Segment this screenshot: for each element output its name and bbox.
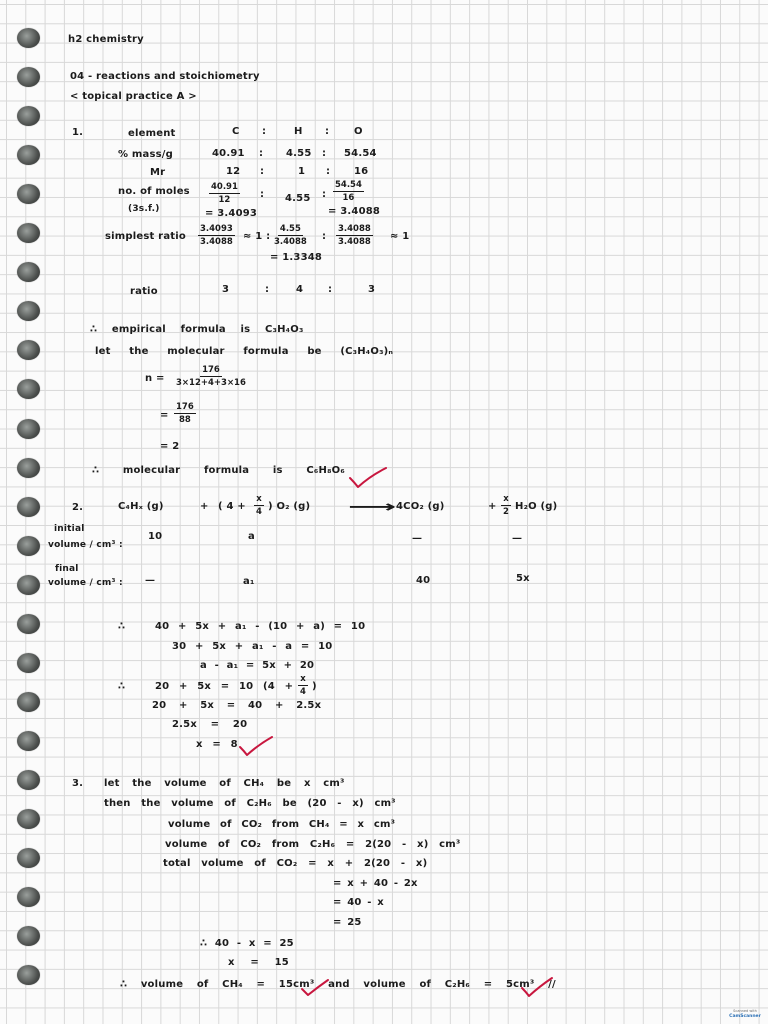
binding-hole bbox=[17, 67, 40, 87]
numerator: 40.91 bbox=[211, 182, 238, 192]
check-mark-icon bbox=[348, 466, 388, 490]
q3-line: let the volume of CH₄ be x cm³ bbox=[104, 778, 345, 789]
mr-h: 1 bbox=[298, 166, 306, 177]
denominator: 4 bbox=[256, 507, 262, 517]
binding-hole bbox=[17, 653, 40, 673]
binding-hole bbox=[17, 28, 40, 48]
binding-hole bbox=[17, 926, 40, 946]
equation-oxygen-open: ( 4 + bbox=[218, 501, 246, 512]
binding-hole bbox=[17, 848, 40, 868]
q3-line: = 25 bbox=[333, 917, 362, 928]
equation-co2: 4CO₂ (g) bbox=[396, 501, 445, 512]
separator: : bbox=[325, 126, 330, 137]
fraction-simplest-h bbox=[272, 224, 309, 247]
empirical-formula-line: ∴ empirical formula is C₃H₄O₃ bbox=[90, 324, 304, 335]
q3-line: = x + 40 - 2x bbox=[333, 878, 418, 889]
watermark-line-1: Scanned with bbox=[733, 1009, 757, 1013]
separator: : bbox=[265, 284, 270, 295]
binding-hole bbox=[17, 340, 40, 360]
initial-volume-label-unit: volume / cm³ : bbox=[48, 540, 123, 550]
subject-title: h2 chemistry bbox=[68, 34, 144, 45]
denominator: 3.4088 bbox=[338, 237, 371, 247]
binding-hole bbox=[17, 419, 40, 439]
reaction-arrow-icon: ⟶ bbox=[348, 497, 397, 516]
fraction-simplest-o bbox=[336, 224, 373, 247]
working-step-2: 30 + 5x + a₁ - a = 10 bbox=[172, 641, 333, 652]
mr-o: 16 bbox=[354, 166, 369, 177]
initial-volume-hydrocarbon: 10 bbox=[148, 531, 163, 542]
mass-c: 40.91 bbox=[212, 148, 245, 159]
final-volume-h2o: 5x bbox=[516, 573, 530, 584]
equation-plus: + bbox=[488, 501, 497, 512]
q3-final-answer: ∴ volume of CH₄ = 15cm³ and volume of C₂H₆ = 5cm³ // bbox=[120, 979, 556, 990]
denominator: 2 bbox=[503, 507, 509, 517]
denominator: 4 bbox=[300, 687, 306, 697]
binding-hole bbox=[17, 965, 40, 985]
row-label-element: element bbox=[128, 128, 176, 139]
mass-h: 4.55 bbox=[286, 148, 312, 159]
binding-hole bbox=[17, 301, 40, 321]
row-label-moles-note: (3s.f.) bbox=[128, 204, 160, 214]
numerator: 3.4088 bbox=[338, 224, 371, 234]
row-label-simplest: simplest ratio bbox=[105, 231, 186, 242]
numerator: 54.54 bbox=[335, 180, 362, 190]
fraction-water-coefficient bbox=[501, 494, 511, 517]
binding-hole bbox=[17, 106, 40, 126]
ratio-o: 3 bbox=[368, 284, 376, 295]
watermark-line-2: CamScanner bbox=[729, 1014, 761, 1019]
ratio-h: 4 bbox=[296, 284, 304, 295]
numerator: x bbox=[300, 674, 306, 684]
molecular-formula-conclusion: ∴ molecular formula is C₆H₈O₆ bbox=[92, 465, 345, 476]
separator: : bbox=[328, 284, 333, 295]
question-number-3: 3. bbox=[72, 778, 84, 789]
working-step-3: a - a₁ = 5x + 20 bbox=[200, 660, 315, 671]
separator: : bbox=[260, 166, 265, 177]
mr-c: 12 bbox=[226, 166, 241, 177]
binding-hole bbox=[17, 145, 40, 165]
simplest-c-approx: ≈ 1 : bbox=[243, 231, 271, 242]
check-mark-icon bbox=[238, 735, 274, 757]
separator: : bbox=[262, 126, 267, 137]
molecular-formula-let-line: let the molecular formula be (C₃H₄O₃)ₙ bbox=[95, 346, 394, 357]
n-equation-lhs: n = bbox=[145, 373, 165, 384]
initial-volume-label: initial bbox=[54, 524, 85, 534]
fraction-n-simplified bbox=[174, 402, 196, 425]
separator: : bbox=[322, 148, 327, 159]
fraction-oxygen-coefficient bbox=[254, 494, 264, 517]
chapter-title: 04 - reactions and stoichiometry bbox=[70, 71, 260, 82]
numerator: 3.4093 bbox=[200, 224, 233, 234]
denominator: 3.4088 bbox=[200, 237, 233, 247]
moles-o-result: = 3.4088 bbox=[328, 206, 381, 217]
q3-line: volume of CO₂ from CH₄ = x cm³ bbox=[168, 819, 396, 830]
binding-hole bbox=[17, 575, 40, 595]
element-o: O bbox=[354, 126, 363, 137]
binding-hole bbox=[17, 770, 40, 790]
working-step-6: 2.5x = 20 bbox=[172, 719, 248, 730]
fraction-simplest-c bbox=[198, 224, 235, 247]
check-mark-icon bbox=[520, 976, 554, 998]
fraction-n bbox=[174, 365, 248, 388]
binding-hole bbox=[17, 223, 40, 243]
working-step-1: 40 + 5x + a₁ - (10 + a) = 10 bbox=[155, 621, 366, 632]
q3-line: then the volume of C₂H₆ be (20 - x) cm³ bbox=[104, 798, 396, 809]
numerator: 176 bbox=[176, 402, 194, 412]
row-label-moles: no. of moles bbox=[118, 186, 190, 197]
working-step-4-close: ) bbox=[312, 681, 317, 692]
initial-volume-oxygen: a bbox=[248, 531, 255, 542]
element-c: C bbox=[232, 126, 240, 137]
row-label-ratio: ratio bbox=[130, 286, 158, 297]
fraction-moles-c bbox=[209, 182, 240, 205]
binding-hole bbox=[17, 809, 40, 829]
mass-o: 54.54 bbox=[344, 148, 377, 159]
numerator: 176 bbox=[202, 365, 220, 375]
working-step-4: 20 + 5x = 10 (4 + bbox=[155, 681, 294, 692]
initial-volume-h2o: — bbox=[512, 533, 523, 544]
q3-line: volume of CO₂ from C₂H₆ = 2(20 - x) cm³ bbox=[165, 839, 461, 850]
therefore-symbol: ∴ bbox=[118, 621, 126, 632]
working-step-5: 20 + 5x = 40 + 2.5x bbox=[152, 700, 322, 711]
section-title: < topical practice A > bbox=[70, 91, 197, 102]
denominator: 3.4088 bbox=[274, 237, 307, 247]
final-volume-label: final bbox=[55, 564, 79, 574]
final-volume-label-unit: volume / cm³ : bbox=[48, 578, 123, 588]
binding-hole bbox=[17, 458, 40, 478]
equation-plus: + bbox=[200, 501, 209, 512]
row-label-mr: Mr bbox=[150, 167, 166, 178]
equation-hydrocarbon: C₄Hₓ (g) bbox=[118, 501, 164, 512]
question-number-2: 2. bbox=[72, 502, 84, 513]
binding-hole bbox=[17, 184, 40, 204]
q3-line: = 40 - x bbox=[333, 897, 384, 908]
q3-line: ∴ 40 - x = 25 bbox=[200, 938, 294, 949]
binding-hole bbox=[17, 497, 40, 517]
therefore-symbol: ∴ bbox=[118, 681, 126, 692]
q3-line: x = 15 bbox=[228, 957, 289, 968]
check-mark-icon bbox=[300, 978, 330, 998]
binding-hole bbox=[17, 262, 40, 282]
numerator: x bbox=[256, 494, 262, 504]
equation-oxygen-close: ) O₂ (g) bbox=[268, 501, 311, 512]
separator: : bbox=[259, 148, 264, 159]
separator: : bbox=[326, 166, 331, 177]
n-result: = 2 bbox=[160, 441, 180, 452]
simplest-o-approx: ≈ 1 bbox=[390, 231, 410, 242]
denominator: 16 bbox=[342, 193, 355, 203]
separator: : bbox=[260, 189, 265, 200]
final-volume-hydrocarbon: — bbox=[145, 575, 156, 586]
initial-volume-co2: — bbox=[412, 533, 423, 544]
binding-hole bbox=[17, 692, 40, 712]
q3-line: total volume of CO₂ = x + 2(20 - x) bbox=[163, 858, 428, 869]
binding-hole bbox=[17, 536, 40, 556]
binding-hole bbox=[17, 731, 40, 751]
moles-c-result: = 3.4093 bbox=[205, 208, 258, 219]
binding-hole bbox=[17, 614, 40, 634]
working-step-7: x = 8 bbox=[196, 739, 238, 750]
numerator: 4.55 bbox=[279, 224, 301, 234]
element-h: H bbox=[294, 126, 303, 137]
denominator: 3×12+4+3×16 bbox=[176, 378, 246, 388]
camscanner-watermark bbox=[727, 1008, 763, 1020]
binding-hole bbox=[17, 887, 40, 907]
moles-h: 4.55 bbox=[285, 193, 311, 204]
fraction-moles-o bbox=[333, 180, 364, 203]
ratio-c: 3 bbox=[222, 284, 230, 295]
final-volume-oxygen: a₁ bbox=[243, 576, 255, 587]
equation-h2o: H₂O (g) bbox=[515, 501, 558, 512]
numerator: x bbox=[503, 494, 509, 504]
fraction-step-4 bbox=[298, 674, 308, 697]
question-number-1: 1. bbox=[72, 127, 84, 138]
separator: : bbox=[322, 231, 327, 242]
separator: : bbox=[322, 189, 327, 200]
denominator: 12 bbox=[218, 195, 231, 205]
final-volume-co2: 40 bbox=[416, 575, 431, 586]
binding-hole bbox=[17, 379, 40, 399]
equals-sign: = bbox=[160, 410, 169, 421]
denominator: 88 bbox=[178, 415, 191, 425]
row-label-mass: % mass/g bbox=[118, 149, 173, 160]
simplest-h-result: = 1.3348 bbox=[270, 252, 323, 263]
